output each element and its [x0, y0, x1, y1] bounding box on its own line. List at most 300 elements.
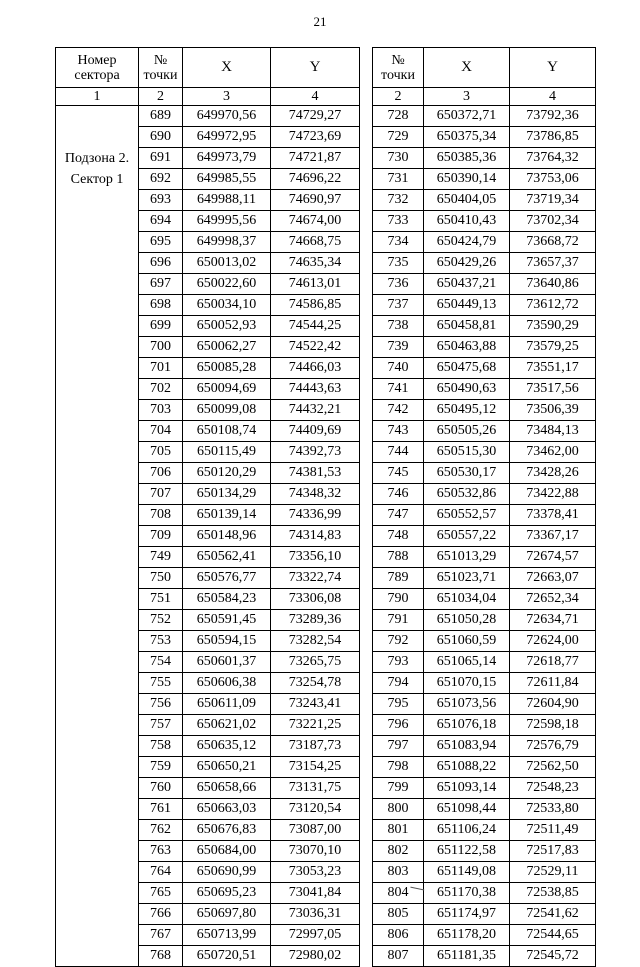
x-coordinate-cell: 651065,14 — [424, 652, 510, 673]
table-row — [373, 400, 596, 421]
x-coordinate-cell: 650713,99 — [183, 925, 271, 946]
x-coordinate-cell: 650663,03 — [183, 799, 271, 820]
x-coordinate-cell: 650690,99 — [183, 862, 271, 883]
coordinates-table-right — [372, 47, 596, 967]
point-number-cell: 704 — [139, 421, 183, 442]
point-number-cell: 740 — [373, 358, 424, 379]
sector-label: Подзона 2. Сектор 1 — [56, 106, 139, 967]
x-coordinate-cell: 650532,86 — [424, 484, 510, 505]
y-coordinate-cell: 74544,25 — [271, 316, 360, 337]
point-number-cell: 752 — [139, 610, 183, 631]
table-row — [373, 295, 596, 316]
table-row — [373, 610, 596, 631]
y-coordinate-cell: 72548,23 — [510, 778, 596, 799]
point-number-cell: 729 — [373, 127, 424, 148]
x-coordinate-cell: 651050,28 — [424, 610, 510, 631]
x-coordinate-cell: 649998,37 — [183, 232, 271, 253]
x-coordinate-cell: 650697,80 — [183, 904, 271, 925]
table-row — [373, 904, 596, 925]
y-coordinate-cell: 74522,42 — [271, 337, 360, 358]
point-number-cell: 700 — [139, 337, 183, 358]
column-number: 4 — [510, 88, 596, 106]
column-number: 3 — [424, 88, 510, 106]
x-coordinate-cell: 650094,69 — [183, 379, 271, 400]
point-number-cell: 788 — [373, 547, 424, 568]
header-x: X — [424, 48, 510, 88]
point-number-cell: 737 — [373, 295, 424, 316]
point-number-cell: 749 — [139, 547, 183, 568]
x-coordinate-cell: 651178,20 — [424, 925, 510, 946]
x-coordinate-cell: 651170,38 — [424, 883, 510, 904]
point-number-cell: 743 — [373, 421, 424, 442]
x-coordinate-cell: 650621,02 — [183, 715, 271, 736]
x-coordinate-cell: 651093,14 — [424, 778, 510, 799]
table-row — [373, 757, 596, 778]
y-coordinate-cell: 74696,22 — [271, 169, 360, 190]
header-point-number: № точки — [373, 48, 424, 88]
table-row — [373, 148, 596, 169]
y-coordinate-cell: 74409,69 — [271, 421, 360, 442]
x-coordinate-cell: 651083,94 — [424, 736, 510, 757]
point-number-cell: 693 — [139, 190, 183, 211]
page-number: 21 — [313, 14, 327, 29]
y-coordinate-cell: 72618,77 — [510, 652, 596, 673]
y-coordinate-cell: 73036,31 — [271, 904, 360, 925]
point-number-cell: 698 — [139, 295, 183, 316]
point-number-cell: 804 — [373, 883, 424, 904]
point-number-cell: 751 — [139, 589, 183, 610]
point-number-cell: 694 — [139, 211, 183, 232]
table-row — [373, 316, 596, 337]
x-coordinate-cell: 650372,71 — [424, 106, 510, 127]
y-coordinate-cell: 74729,27 — [271, 106, 360, 127]
x-coordinate-cell: 650495,12 — [424, 400, 510, 421]
point-number-cell: 792 — [373, 631, 424, 652]
y-coordinate-cell: 72511,49 — [510, 820, 596, 841]
x-coordinate-cell: 650594,15 — [183, 631, 271, 652]
table-row — [373, 190, 596, 211]
y-coordinate-cell: 73668,72 — [510, 232, 596, 253]
table-row — [373, 799, 596, 820]
x-coordinate-cell: 649972,95 — [183, 127, 271, 148]
x-coordinate-cell: 650606,38 — [183, 673, 271, 694]
y-coordinate-cell: 72576,79 — [510, 736, 596, 757]
table-row — [373, 631, 596, 652]
x-coordinate-cell: 650148,96 — [183, 526, 271, 547]
point-number-cell: 748 — [373, 526, 424, 547]
point-number-cell: 766 — [139, 904, 183, 925]
x-coordinate-cell: 650013,02 — [183, 253, 271, 274]
header-sector-number: Номер сектора — [56, 48, 139, 88]
point-number-cell: 730 — [373, 148, 424, 169]
table-row — [373, 883, 596, 904]
y-coordinate-cell: 74348,32 — [271, 484, 360, 505]
point-number-cell: 742 — [373, 400, 424, 421]
table-row — [373, 169, 596, 190]
x-coordinate-cell: 650085,28 — [183, 358, 271, 379]
table-row — [373, 925, 596, 946]
table-row — [373, 463, 596, 484]
x-coordinate-cell: 650720,51 — [183, 946, 271, 967]
table-row — [373, 106, 596, 127]
y-coordinate-cell: 73265,75 — [271, 652, 360, 673]
table-row — [373, 421, 596, 442]
y-coordinate-cell: 72652,34 — [510, 589, 596, 610]
x-coordinate-cell: 650676,83 — [183, 820, 271, 841]
y-coordinate-cell: 72663,07 — [510, 568, 596, 589]
x-coordinate-cell: 650134,29 — [183, 484, 271, 505]
y-coordinate-cell: 73786,85 — [510, 127, 596, 148]
y-coordinate-cell: 74336,99 — [271, 505, 360, 526]
x-coordinate-cell: 650052,93 — [183, 316, 271, 337]
x-coordinate-cell: 651070,15 — [424, 673, 510, 694]
y-coordinate-cell: 72541,62 — [510, 904, 596, 925]
point-number-cell: 747 — [373, 505, 424, 526]
y-coordinate-cell: 73640,86 — [510, 274, 596, 295]
point-number-cell: 736 — [373, 274, 424, 295]
y-coordinate-cell: 74613,01 — [271, 274, 360, 295]
point-number-cell: 703 — [139, 400, 183, 421]
table-row — [373, 589, 596, 610]
point-number-cell: 731 — [373, 169, 424, 190]
table-row — [373, 211, 596, 232]
x-coordinate-cell: 650390,14 — [424, 169, 510, 190]
point-number-cell: 753 — [139, 631, 183, 652]
point-number-cell: 707 — [139, 484, 183, 505]
point-number-cell: 690 — [139, 127, 183, 148]
y-coordinate-cell: 74586,85 — [271, 295, 360, 316]
y-coordinate-cell: 74668,75 — [271, 232, 360, 253]
table-row — [56, 106, 360, 127]
point-number-cell: 744 — [373, 442, 424, 463]
table-row — [373, 274, 596, 295]
point-number-cell: 692 — [139, 169, 183, 190]
y-coordinate-cell: 74392,73 — [271, 442, 360, 463]
point-number-cell: 797 — [373, 736, 424, 757]
x-coordinate-cell: 650424,79 — [424, 232, 510, 253]
y-coordinate-cell: 73378,41 — [510, 505, 596, 526]
y-coordinate-cell: 73753,06 — [510, 169, 596, 190]
y-coordinate-cell: 74432,21 — [271, 400, 360, 421]
y-coordinate-cell: 73428,26 — [510, 463, 596, 484]
y-coordinate-cell: 74381,53 — [271, 463, 360, 484]
point-number-cell: 732 — [373, 190, 424, 211]
point-number-cell: 796 — [373, 715, 424, 736]
point-number-cell: 708 — [139, 505, 183, 526]
y-coordinate-cell: 74635,34 — [271, 253, 360, 274]
y-coordinate-cell: 72533,80 — [510, 799, 596, 820]
table-row — [373, 337, 596, 358]
header-y: Y — [510, 48, 596, 88]
x-coordinate-cell: 651034,04 — [424, 589, 510, 610]
table-row — [373, 715, 596, 736]
table-row — [373, 568, 596, 589]
x-coordinate-cell: 651149,08 — [424, 862, 510, 883]
table-row — [373, 253, 596, 274]
x-coordinate-cell: 651023,71 — [424, 568, 510, 589]
x-coordinate-cell: 650505,26 — [424, 421, 510, 442]
point-number-cell: 701 — [139, 358, 183, 379]
point-number-cell: 761 — [139, 799, 183, 820]
table-row — [373, 526, 596, 547]
point-number-cell: 739 — [373, 337, 424, 358]
x-coordinate-cell: 650108,74 — [183, 421, 271, 442]
x-coordinate-cell: 650410,43 — [424, 211, 510, 232]
y-coordinate-cell: 73612,72 — [510, 295, 596, 316]
point-number-cell: 702 — [139, 379, 183, 400]
x-coordinate-cell: 650099,08 — [183, 400, 271, 421]
point-number-cell: 699 — [139, 316, 183, 337]
y-coordinate-cell: 72634,71 — [510, 610, 596, 631]
x-coordinate-cell: 650650,21 — [183, 757, 271, 778]
x-coordinate-cell: 649988,11 — [183, 190, 271, 211]
point-number-cell: 759 — [139, 757, 183, 778]
x-coordinate-cell: 650530,17 — [424, 463, 510, 484]
x-coordinate-cell: 650062,27 — [183, 337, 271, 358]
y-coordinate-cell: 72529,11 — [510, 862, 596, 883]
coordinates-table-left — [55, 47, 360, 967]
y-coordinate-cell: 72598,18 — [510, 715, 596, 736]
y-coordinate-cell: 73120,54 — [271, 799, 360, 820]
y-coordinate-cell: 73517,56 — [510, 379, 596, 400]
x-coordinate-cell: 651106,24 — [424, 820, 510, 841]
y-coordinate-cell: 72544,65 — [510, 925, 596, 946]
y-coordinate-cell: 73243,41 — [271, 694, 360, 715]
x-coordinate-cell: 649970,56 — [183, 106, 271, 127]
x-coordinate-cell: 650490,63 — [424, 379, 510, 400]
x-coordinate-cell: 650552,57 — [424, 505, 510, 526]
table-row — [373, 778, 596, 799]
x-coordinate-cell: 650120,29 — [183, 463, 271, 484]
y-coordinate-cell: 73041,84 — [271, 883, 360, 904]
point-number-cell: 689 — [139, 106, 183, 127]
table-row — [373, 862, 596, 883]
point-number-cell: 706 — [139, 463, 183, 484]
header-x: X — [183, 48, 271, 88]
y-coordinate-cell: 74674,00 — [271, 211, 360, 232]
point-number-cell: 756 — [139, 694, 183, 715]
x-coordinate-cell: 650557,22 — [424, 526, 510, 547]
point-number-cell: 728 — [373, 106, 424, 127]
point-number-cell: 806 — [373, 925, 424, 946]
point-number-cell: 709 — [139, 526, 183, 547]
y-coordinate-cell: 72624,00 — [510, 631, 596, 652]
point-number-cell: 801 — [373, 820, 424, 841]
table-row — [373, 694, 596, 715]
y-coordinate-cell: 73792,36 — [510, 106, 596, 127]
y-coordinate-cell: 73289,36 — [271, 610, 360, 631]
y-coordinate-cell: 74314,83 — [271, 526, 360, 547]
point-number-cell: 795 — [373, 694, 424, 715]
point-number-cell: 793 — [373, 652, 424, 673]
point-number-cell: 696 — [139, 253, 183, 274]
x-coordinate-cell: 650034,10 — [183, 295, 271, 316]
table-row — [373, 841, 596, 862]
y-coordinate-cell: 73702,34 — [510, 211, 596, 232]
point-number-cell: 750 — [139, 568, 183, 589]
y-coordinate-cell: 73719,34 — [510, 190, 596, 211]
x-coordinate-cell: 651088,22 — [424, 757, 510, 778]
point-number-cell: 791 — [373, 610, 424, 631]
x-coordinate-cell: 651181,35 — [424, 946, 510, 967]
y-coordinate-cell: 73579,25 — [510, 337, 596, 358]
point-number-cell: 755 — [139, 673, 183, 694]
y-coordinate-cell: 72517,83 — [510, 841, 596, 862]
y-coordinate-cell: 73484,13 — [510, 421, 596, 442]
point-number-cell: 697 — [139, 274, 183, 295]
point-number-cell: 763 — [139, 841, 183, 862]
y-coordinate-cell: 73422,88 — [510, 484, 596, 505]
table-row — [373, 484, 596, 505]
table-row — [373, 652, 596, 673]
y-coordinate-cell: 73131,75 — [271, 778, 360, 799]
y-coordinate-cell: 74690,97 — [271, 190, 360, 211]
y-coordinate-cell: 72538,85 — [510, 883, 596, 904]
y-coordinate-cell: 74721,87 — [271, 148, 360, 169]
x-coordinate-cell: 650584,23 — [183, 589, 271, 610]
header-y: Y — [271, 48, 360, 88]
y-coordinate-cell: 72604,90 — [510, 694, 596, 715]
x-coordinate-cell: 650115,49 — [183, 442, 271, 463]
point-number-cell: 789 — [373, 568, 424, 589]
y-coordinate-cell: 73764,32 — [510, 148, 596, 169]
x-coordinate-cell: 650635,12 — [183, 736, 271, 757]
y-coordinate-cell: 74723,69 — [271, 127, 360, 148]
x-coordinate-cell: 649985,55 — [183, 169, 271, 190]
y-coordinate-cell: 73187,73 — [271, 736, 360, 757]
point-number-cell: 803 — [373, 862, 424, 883]
x-coordinate-cell: 650601,37 — [183, 652, 271, 673]
x-coordinate-cell: 650611,09 — [183, 694, 271, 715]
x-coordinate-cell: 651060,59 — [424, 631, 510, 652]
point-number-cell: 762 — [139, 820, 183, 841]
y-coordinate-cell: 73154,25 — [271, 757, 360, 778]
column-number: 1 — [56, 88, 139, 106]
y-coordinate-cell: 73367,17 — [510, 526, 596, 547]
point-number-cell: 764 — [139, 862, 183, 883]
point-number-cell: 800 — [373, 799, 424, 820]
x-coordinate-cell: 651076,18 — [424, 715, 510, 736]
point-number-cell: 758 — [139, 736, 183, 757]
x-coordinate-cell: 650449,13 — [424, 295, 510, 316]
x-coordinate-cell: 650437,21 — [424, 274, 510, 295]
table-row — [373, 127, 596, 148]
y-coordinate-cell: 73221,25 — [271, 715, 360, 736]
point-number-cell: 745 — [373, 463, 424, 484]
column-number: 4 — [271, 88, 360, 106]
x-coordinate-cell: 651073,56 — [424, 694, 510, 715]
x-coordinate-cell: 650591,45 — [183, 610, 271, 631]
y-coordinate-cell: 73462,00 — [510, 442, 596, 463]
point-number-cell: 741 — [373, 379, 424, 400]
x-coordinate-cell: 650695,23 — [183, 883, 271, 904]
table-row — [373, 820, 596, 841]
y-coordinate-cell: 73282,54 — [271, 631, 360, 652]
y-coordinate-cell: 73657,37 — [510, 253, 596, 274]
x-coordinate-cell: 650463,88 — [424, 337, 510, 358]
point-number-cell: 805 — [373, 904, 424, 925]
y-coordinate-cell: 73551,17 — [510, 358, 596, 379]
table-row — [373, 547, 596, 568]
y-coordinate-cell: 73506,39 — [510, 400, 596, 421]
point-number-cell: 794 — [373, 673, 424, 694]
y-coordinate-cell: 73087,00 — [271, 820, 360, 841]
table-row — [373, 505, 596, 526]
point-number-cell: 799 — [373, 778, 424, 799]
y-coordinate-cell: 74466,03 — [271, 358, 360, 379]
table-row — [373, 736, 596, 757]
x-coordinate-cell: 650658,66 — [183, 778, 271, 799]
x-coordinate-cell: 651174,97 — [424, 904, 510, 925]
x-coordinate-cell: 650515,30 — [424, 442, 510, 463]
header-point-number: № точки — [139, 48, 183, 88]
point-number-cell: 705 — [139, 442, 183, 463]
x-coordinate-cell: 650139,14 — [183, 505, 271, 526]
column-number: 2 — [373, 88, 424, 106]
point-number-cell: 765 — [139, 883, 183, 904]
point-number-cell: 767 — [139, 925, 183, 946]
y-coordinate-cell: 72980,02 — [271, 946, 360, 967]
column-number: 2 — [139, 88, 183, 106]
x-coordinate-cell: 651013,29 — [424, 547, 510, 568]
point-number-cell: 802 — [373, 841, 424, 862]
y-coordinate-cell: 72611,84 — [510, 673, 596, 694]
y-coordinate-cell: 72674,57 — [510, 547, 596, 568]
table-row — [373, 442, 596, 463]
point-number-cell: 738 — [373, 316, 424, 337]
y-coordinate-cell: 73356,10 — [271, 547, 360, 568]
x-coordinate-cell: 650404,05 — [424, 190, 510, 211]
table-row — [373, 673, 596, 694]
point-number-cell: 757 — [139, 715, 183, 736]
x-coordinate-cell: 649995,56 — [183, 211, 271, 232]
y-coordinate-cell: 72562,50 — [510, 757, 596, 778]
y-coordinate-cell: 73070,10 — [271, 841, 360, 862]
point-number-cell: 734 — [373, 232, 424, 253]
y-coordinate-cell: 74443,63 — [271, 379, 360, 400]
y-coordinate-cell: 73306,08 — [271, 589, 360, 610]
table-row — [373, 379, 596, 400]
y-coordinate-cell: 72545,72 — [510, 946, 596, 967]
x-coordinate-cell: 650562,41 — [183, 547, 271, 568]
x-coordinate-cell: 650429,26 — [424, 253, 510, 274]
point-number-cell: 735 — [373, 253, 424, 274]
column-number: 3 — [183, 88, 271, 106]
x-coordinate-cell: 650022,60 — [183, 274, 271, 295]
point-number-cell: 790 — [373, 589, 424, 610]
x-coordinate-cell: 650576,77 — [183, 568, 271, 589]
table-row — [373, 232, 596, 253]
point-number-cell: 746 — [373, 484, 424, 505]
y-coordinate-cell: 72997,05 — [271, 925, 360, 946]
y-coordinate-cell: 73053,23 — [271, 862, 360, 883]
table-row — [373, 946, 596, 967]
point-number-cell: 798 — [373, 757, 424, 778]
x-coordinate-cell: 650475,68 — [424, 358, 510, 379]
point-number-cell: 768 — [139, 946, 183, 967]
point-number-cell: 695 — [139, 232, 183, 253]
x-coordinate-cell: 649973,79 — [183, 148, 271, 169]
x-coordinate-cell: 650458,81 — [424, 316, 510, 337]
y-coordinate-cell: 73254,78 — [271, 673, 360, 694]
point-number-cell: 807 — [373, 946, 424, 967]
x-coordinate-cell: 650684,00 — [183, 841, 271, 862]
point-number-cell: 760 — [139, 778, 183, 799]
x-coordinate-cell: 650385,36 — [424, 148, 510, 169]
x-coordinate-cell: 651122,58 — [424, 841, 510, 862]
point-number-cell: 691 — [139, 148, 183, 169]
point-number-cell: 733 — [373, 211, 424, 232]
